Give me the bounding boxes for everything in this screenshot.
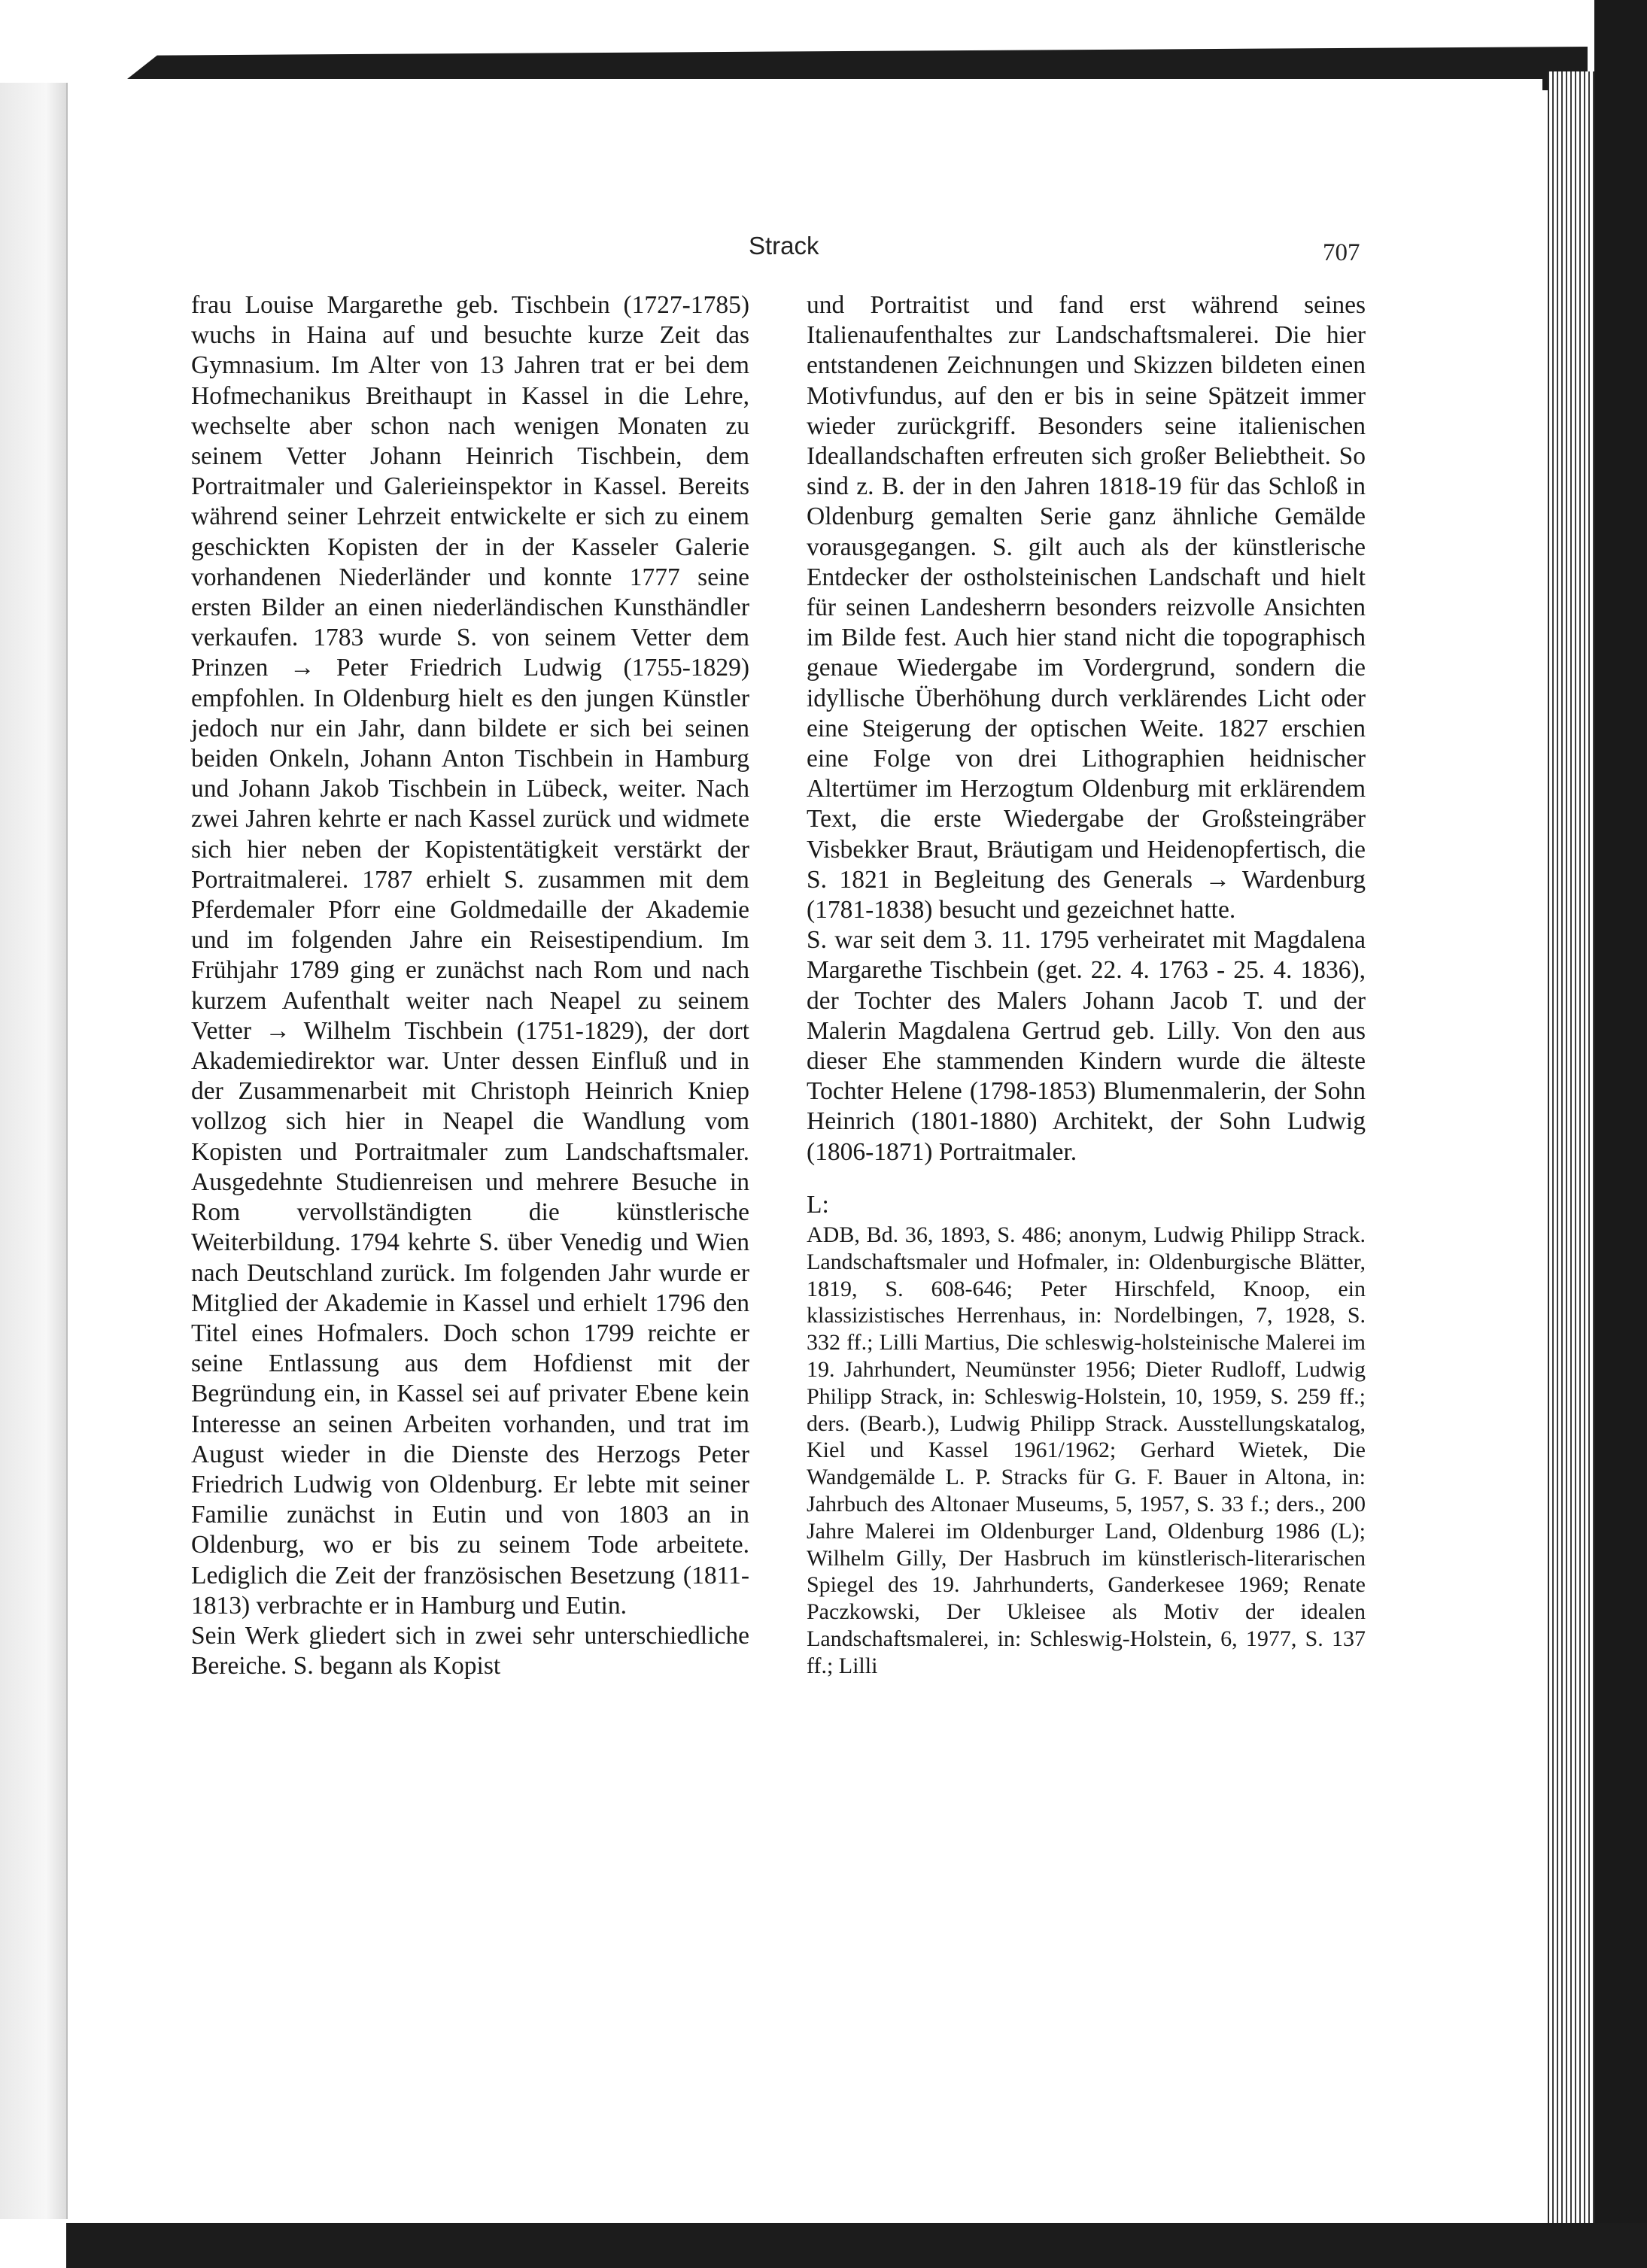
- literature-text: ADB, Bd. 36, 1893, S. 486; anonym, Ludwig Philipp Strack. Landschaftsmaler und Hofmaler, in: Oldenburgische Blätter, 1819, S. 608-646; Peter Hirschfeld, Knoop, ein klassizistisches Herrenhaus, in: Nordelbingen, 7, 1928, S. 332 ff.; Lilli Martius, Die schleswig-holsteinische Malerei im 19. Jahrhundert, Neumünster 1956; Dieter Rudloff, Ludwig Philipp Strack, in: Schleswig-Holstein, 10, 1959, S. 259 ff.; ders. (Bearb.), Ludwig Philipp Strack. Ausstellungskatalog, Kiel und Kassel 1961/1962; Gerhard Wietek, Die Wandgemälde L. P. Stracks für G. F. Bauer in Altona, in: Jahrbuch des Altonaer Museums, 5, 1957, S. 33 f.; ders., 200 Jahre Malerei im Oldenburger Land, Oldenburg 1986 (L); Wilhelm Gilly, Der Hasbruch im künstlerisch-literarischen Spiegel des 19. Jahrhunderts, Ganderkesee 1969; Renate Paczkowski, Der Ukleisee als Motiv der idealen Landschaftsmalerei, in: Schleswig-Holstein, 6, 1977, S. 137 ff.; Lilli: [807, 1222, 1366, 1678]
- book-cover-right: [1594, 0, 1647, 2268]
- page-number: 707: [1323, 239, 1360, 266]
- left-page-edge: [0, 83, 68, 2219]
- literature-label: L:: [807, 1190, 829, 1219]
- page-edges-right: [1548, 71, 1594, 2230]
- left-column-paragraph: frau Louise Margarethe geb. Tischbein (1727-1785) wuchs in Haina auf und besuchte kurze Zeit das Gymnasium. Im Alter von 13 Jahren trat er bei dem Hofmechanikus Breithaupt in Kassel in die Lehre, wechselte aber schon nach wenigen Monaten zu seinem Vetter Johann Heinrich Tischbein, dem Portraitmaler und Galerieinspektor in Kassel. Bereits während seiner Lehrzeit entwickelte er sich zu einem geschickten Kopisten der in der Kasseler Galerie vorhandenen Niederländer und konnte 1777 seine ersten Bilder an einen niederländischen Kunsthändler verkaufen. 1783 wurde S. von seinem Vetter dem Prinzen → Peter Friedrich Ludwig (1755-1829) empfohlen. In Oldenburg hielt es den jungen Künstler jedoch nur ein Jahr, dann bildete er sich bei seinen beiden Onkeln, Johann Anton Tischbein in Hamburg und Johann Jakob Tischbein in Lübeck, weiter. Nach zwei Jahren kehrte er nach Kassel zurück und widmete sich hier neben der Kopistentätigkeit verstärkt der Portraitmalerei. 1787 erhielt S. zusammen mit dem Pferdemaler Pforr eine Goldmedaille der Akademie und im folgenden Jahre ein Reisestipendium. Im Frühjahr 1789 ging er zunächst nach Rom und nach kurzem Aufenthalt weiter nach Neapel zu seinem Vetter → Wilhelm Tischbein (1751-1829), der dort Akademiedirektor war. Unter dessen Einfluß und in der Zusammenarbeit mit Christoph Heinrich Kniep vollzog sich hier in Neapel die Wandlung vom Kopisten und Portraitmaler zum Landschaftsmaler. Ausgedehnte Studienreisen und mehrere Besuche in Rom vervollständigten die künstlerische Weiterbildung. 1794 kehrte S. über Venedig und Wien nach Deutschland zurück. Im folgenden Jahr wurde er Mitglied der Akademie in Kassel und erhielt 1796 den Titel eines Hofmalers. Doch schon 1799 reichte er seine Entlassung aus dem Hofdienst mit der Begründung ein, in Kassel sei auf privater Ebene kein Interesse an seinen Arbeiten vorhanden, und trat im August wieder in die Dienste des Herzogs Peter Friedrich Ludwig von Oldenburg. Er lebte mit seiner Familie zunächst in Eutin und von 1803 an in Oldenburg, wo er bis zu seinem Tode arbeitete. Lediglich die Zeit der französischen Besetzung (1811-1813) verbrachte er in Hamburg und Eutin.: [191, 291, 749, 1620]
- running-head: Strack: [749, 232, 819, 260]
- book-cover-bottom: [66, 2223, 1647, 2268]
- left-column-paragraph-2: Sein Werk gliedert sich in zwei sehr unterschiedliche Bereiche. S. begann als Kopist: [191, 1621, 749, 1681]
- right-column-paragraph-2: S. war seit dem 3. 11. 1795 verheiratet mit Magdalena Margarethe Tischbein (get. 22. 4. 1763 - 25. 4. 1836), der Tochter des Malers Johann Jacob T. und der Malerin Magdalena Gertrud geb. Lilly. Von den aus dieser Ehe stammenden Kindern wurde die älteste Tochter Helene (1798-1853) Blumenmalerin, der Sohn Heinrich (1801-1880) Architekt, der Sohn Ludwig (1806-1871) Portraitmaler.: [807, 926, 1366, 1166]
- left-column: [191, 290, 749, 1681]
- right-column: [807, 290, 1366, 1680]
- right-column-paragraph: und Portraitist und fand erst während seines Italienaufenthaltes zur Landschaftsmalerei. Die hier entstandenen Zeichnungen und Skizzen bildeten einen Motivfundus, auf den er bis in seine Spätzeit immer wieder zurückgriff. Besonders seine italienischen Ideallandschaften erfreuten sich großer Beliebtheit. So sind z. B. der in den Jahren 1818-19 für das Schloß in Oldenburg gemalten Serie ganz ähnliche Gemälde vorausgegangen. S. gilt auch als der künstlerische Entdecker der ostholsteinischen Landschaft und hielt für seinen Landesherrn besonders reizvolle Ansichten im Bilde fest. Auch hier stand nicht die topographisch genaue Wiedergabe im Vordergrund, sondern die idyllische Überhöhung durch verklärendes Licht oder eine Steigerung der optischen Weite. 1827 erschien eine Folge von drei Lithographien heidnischer Altertümer im Herzogtum Oldenburg mit erklärendem Text, die erste Wiedergabe der Großsteingräber Visbekker Braut, Bräutigam und Heidenopfertisch, die S. 1821 in Begleitung des Generals → Wardenburg (1781-1838) besucht und gezeichnet hatte.: [807, 291, 1366, 925]
